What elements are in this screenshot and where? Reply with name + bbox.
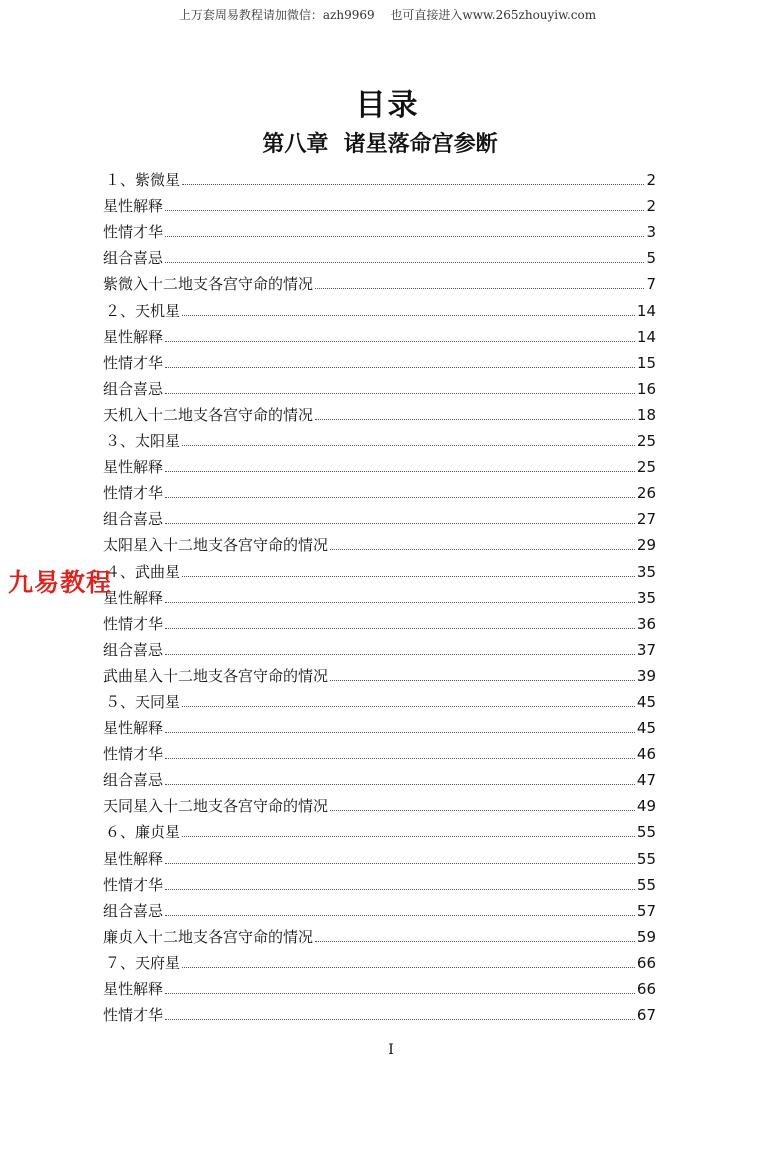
dot-leader bbox=[165, 993, 635, 994]
toc-entry-page: 14 bbox=[636, 327, 656, 346]
dot-leader bbox=[315, 941, 635, 942]
toc-entry-label: 紫微入十二地支各宫守命的情况 bbox=[103, 275, 314, 294]
toc-entry[interactable] bbox=[103, 163, 656, 189]
dot-leader bbox=[165, 367, 635, 368]
toc-entry-label: ４、武曲星 bbox=[105, 562, 181, 581]
dot-leader bbox=[182, 967, 635, 968]
toc-entry-label: ３、太阳星 bbox=[105, 432, 181, 451]
dot-leader bbox=[165, 863, 635, 864]
dot-leader bbox=[165, 210, 644, 211]
toc-entry-page: 27 bbox=[636, 510, 656, 529]
toc-entry-page: 36 bbox=[636, 614, 656, 633]
dot-leader bbox=[182, 836, 635, 837]
toc-entry-label: 性情才华 bbox=[103, 614, 164, 633]
toc-entry-label: 性情才华 bbox=[103, 223, 164, 242]
toc-entry[interactable] bbox=[103, 972, 656, 998]
toc-entry[interactable] bbox=[103, 894, 656, 920]
toc-entry-label: ７、天府星 bbox=[105, 953, 181, 972]
dot-leader bbox=[165, 393, 635, 394]
dot-leader bbox=[165, 497, 635, 498]
dot-leader bbox=[182, 576, 635, 577]
toc-entry-label: ５、天同星 bbox=[105, 692, 181, 711]
toc-entry[interactable] bbox=[103, 946, 656, 972]
toc-entry-label: 性情才华 bbox=[103, 745, 164, 764]
header-text: 上万套周易教程请加微信：azh9969 也可直接进入www.265zhouyiw.com bbox=[178, 8, 597, 22]
toc-entry[interactable] bbox=[103, 789, 656, 815]
toc-entry-page: 55 bbox=[636, 875, 656, 894]
toc-entry[interactable] bbox=[103, 841, 656, 867]
toc-entry-label: 性情才华 bbox=[103, 875, 164, 894]
toc-entry-label: 星性解释 bbox=[103, 588, 164, 607]
toc-entry-label: 星性解释 bbox=[103, 719, 164, 738]
toc-entry[interactable] bbox=[103, 868, 656, 894]
watermark-text: 九易教程 bbox=[8, 568, 113, 597]
toc-entry[interactable] bbox=[103, 293, 656, 319]
toc-entry-label: 组合喜忌 bbox=[103, 249, 164, 268]
dot-leader bbox=[330, 810, 635, 811]
toc-entry-page: 16 bbox=[636, 379, 656, 398]
toc-entry-page: 67 bbox=[636, 1006, 656, 1025]
chapter-title: 第八章 诸星落命宫参断 bbox=[262, 132, 498, 157]
toc-entry-page: 26 bbox=[636, 484, 656, 503]
toc-entry[interactable] bbox=[103, 815, 656, 841]
toc-entry[interactable] bbox=[103, 685, 656, 711]
toc-entry-page: 46 bbox=[636, 745, 656, 764]
toc-entry-label: 廉贞入十二地支各宫守命的情况 bbox=[103, 927, 314, 946]
toc-entry[interactable] bbox=[103, 737, 656, 763]
toc-entry-label: 天同星入十二地支各宫守命的情况 bbox=[103, 797, 329, 816]
dot-leader bbox=[315, 288, 644, 289]
toc-entry[interactable] bbox=[103, 267, 656, 293]
toc-entry-page: 66 bbox=[636, 953, 656, 972]
toc-entry-label: 性情才华 bbox=[103, 1006, 164, 1025]
toc-entry[interactable] bbox=[103, 372, 656, 398]
toc-entry-page: 15 bbox=[636, 353, 656, 372]
dot-leader bbox=[315, 419, 635, 420]
toc-entry[interactable] bbox=[103, 763, 656, 789]
page-number: I bbox=[388, 1042, 394, 1058]
dot-leader bbox=[182, 184, 644, 185]
toc-entry-label: 武曲星入十二地支各宫守命的情况 bbox=[103, 666, 329, 685]
toc-entry-page: 39 bbox=[636, 666, 656, 685]
toc-entry-page: 45 bbox=[636, 692, 656, 711]
dot-leader bbox=[165, 889, 635, 890]
table-of-contents bbox=[103, 163, 656, 1024]
toc-entry-page: 59 bbox=[636, 927, 656, 946]
toc-entry-label: ２、天机星 bbox=[105, 301, 181, 320]
toc-entry-page: 66 bbox=[636, 980, 656, 998]
toc-entry[interactable] bbox=[103, 659, 656, 685]
toc-entry[interactable] bbox=[103, 189, 656, 215]
dot-leader bbox=[330, 549, 635, 550]
toc-entry[interactable] bbox=[103, 607, 656, 633]
page-title: 目录 bbox=[355, 88, 420, 123]
toc-entry-label: 天机入十二地支各宫守命的情况 bbox=[103, 405, 314, 424]
toc-entry-label: ６、廉贞星 bbox=[105, 823, 181, 842]
toc-entry[interactable] bbox=[103, 476, 656, 502]
toc-entry-label: 性情才华 bbox=[103, 484, 164, 503]
toc-entry-page: 35 bbox=[636, 562, 656, 581]
toc-entry[interactable] bbox=[103, 320, 656, 346]
toc-entry[interactable] bbox=[103, 241, 656, 267]
toc-entry-page: 29 bbox=[636, 536, 656, 555]
dot-leader bbox=[165, 1019, 635, 1020]
toc-entry[interactable] bbox=[103, 633, 656, 659]
toc-entry-label: 组合喜忌 bbox=[103, 379, 164, 398]
toc-entry-label: 星性解释 bbox=[103, 327, 164, 346]
toc-entry-page: 3 bbox=[646, 223, 656, 242]
dot-leader bbox=[330, 680, 635, 681]
toc-entry-page: 2 bbox=[646, 197, 656, 216]
toc-entry-page: 47 bbox=[636, 771, 656, 790]
toc-entry-label: １、紫微星 bbox=[105, 171, 181, 190]
toc-entry-label: 组合喜忌 bbox=[103, 771, 164, 790]
toc-entry-label: 组合喜忌 bbox=[103, 640, 164, 659]
dot-leader bbox=[182, 706, 635, 707]
dot-leader bbox=[182, 315, 635, 316]
dot-leader bbox=[182, 445, 635, 446]
dot-leader bbox=[165, 915, 635, 916]
toc-entry-page: 2 bbox=[646, 171, 656, 190]
dot-leader bbox=[165, 471, 635, 472]
toc-entry-label: 组合喜忌 bbox=[103, 901, 164, 920]
toc-entry-label: 星性解释 bbox=[103, 980, 164, 998]
toc-entry-page: 25 bbox=[636, 458, 656, 477]
toc-entry-label: 太阳星入十二地支各宫守命的情况 bbox=[103, 536, 329, 555]
toc-entry[interactable] bbox=[103, 424, 656, 450]
toc-entry-page: 5 bbox=[646, 249, 656, 268]
toc-entry[interactable] bbox=[103, 398, 656, 424]
toc-entry-page: 45 bbox=[636, 719, 656, 738]
toc-entry-page: 55 bbox=[636, 849, 656, 868]
toc-entry-page: 18 bbox=[636, 405, 656, 424]
dot-leader bbox=[165, 523, 635, 524]
dot-leader bbox=[165, 654, 635, 655]
toc-entry[interactable] bbox=[103, 528, 656, 554]
toc-entry[interactable] bbox=[103, 450, 656, 476]
toc-entry-label: 组合喜忌 bbox=[103, 510, 164, 529]
toc-entry-page: 7 bbox=[646, 275, 656, 294]
toc-entry-page: 14 bbox=[636, 301, 656, 320]
dot-leader bbox=[165, 341, 635, 342]
dot-leader bbox=[165, 236, 644, 237]
toc-entry-label: 性情才华 bbox=[103, 353, 164, 372]
toc-entry-label: 星性解释 bbox=[103, 458, 164, 477]
toc-entry[interactable] bbox=[103, 998, 656, 1024]
dot-leader bbox=[165, 732, 635, 733]
toc-entry[interactable] bbox=[103, 711, 656, 737]
toc-entry-page: 55 bbox=[636, 823, 656, 842]
toc-entry[interactable] bbox=[103, 920, 656, 946]
toc-entry-page: 25 bbox=[636, 432, 656, 451]
toc-entry[interactable] bbox=[103, 554, 656, 580]
toc-entry-label: 星性解释 bbox=[103, 849, 164, 868]
toc-entry[interactable] bbox=[103, 346, 656, 372]
toc-entry[interactable] bbox=[103, 502, 656, 528]
dot-leader bbox=[165, 784, 635, 785]
toc-entry-page: 37 bbox=[636, 640, 656, 659]
dot-leader bbox=[165, 758, 635, 759]
toc-entry-page: 35 bbox=[636, 588, 656, 607]
toc-entry-label: 星性解释 bbox=[103, 197, 164, 216]
toc-entry[interactable] bbox=[103, 215, 656, 241]
toc-entry[interactable] bbox=[103, 581, 656, 607]
dot-leader bbox=[165, 262, 644, 263]
toc-entry-page: 57 bbox=[636, 901, 656, 920]
dot-leader bbox=[165, 602, 635, 603]
dot-leader bbox=[165, 628, 635, 629]
toc-entry-page: 49 bbox=[636, 797, 656, 816]
